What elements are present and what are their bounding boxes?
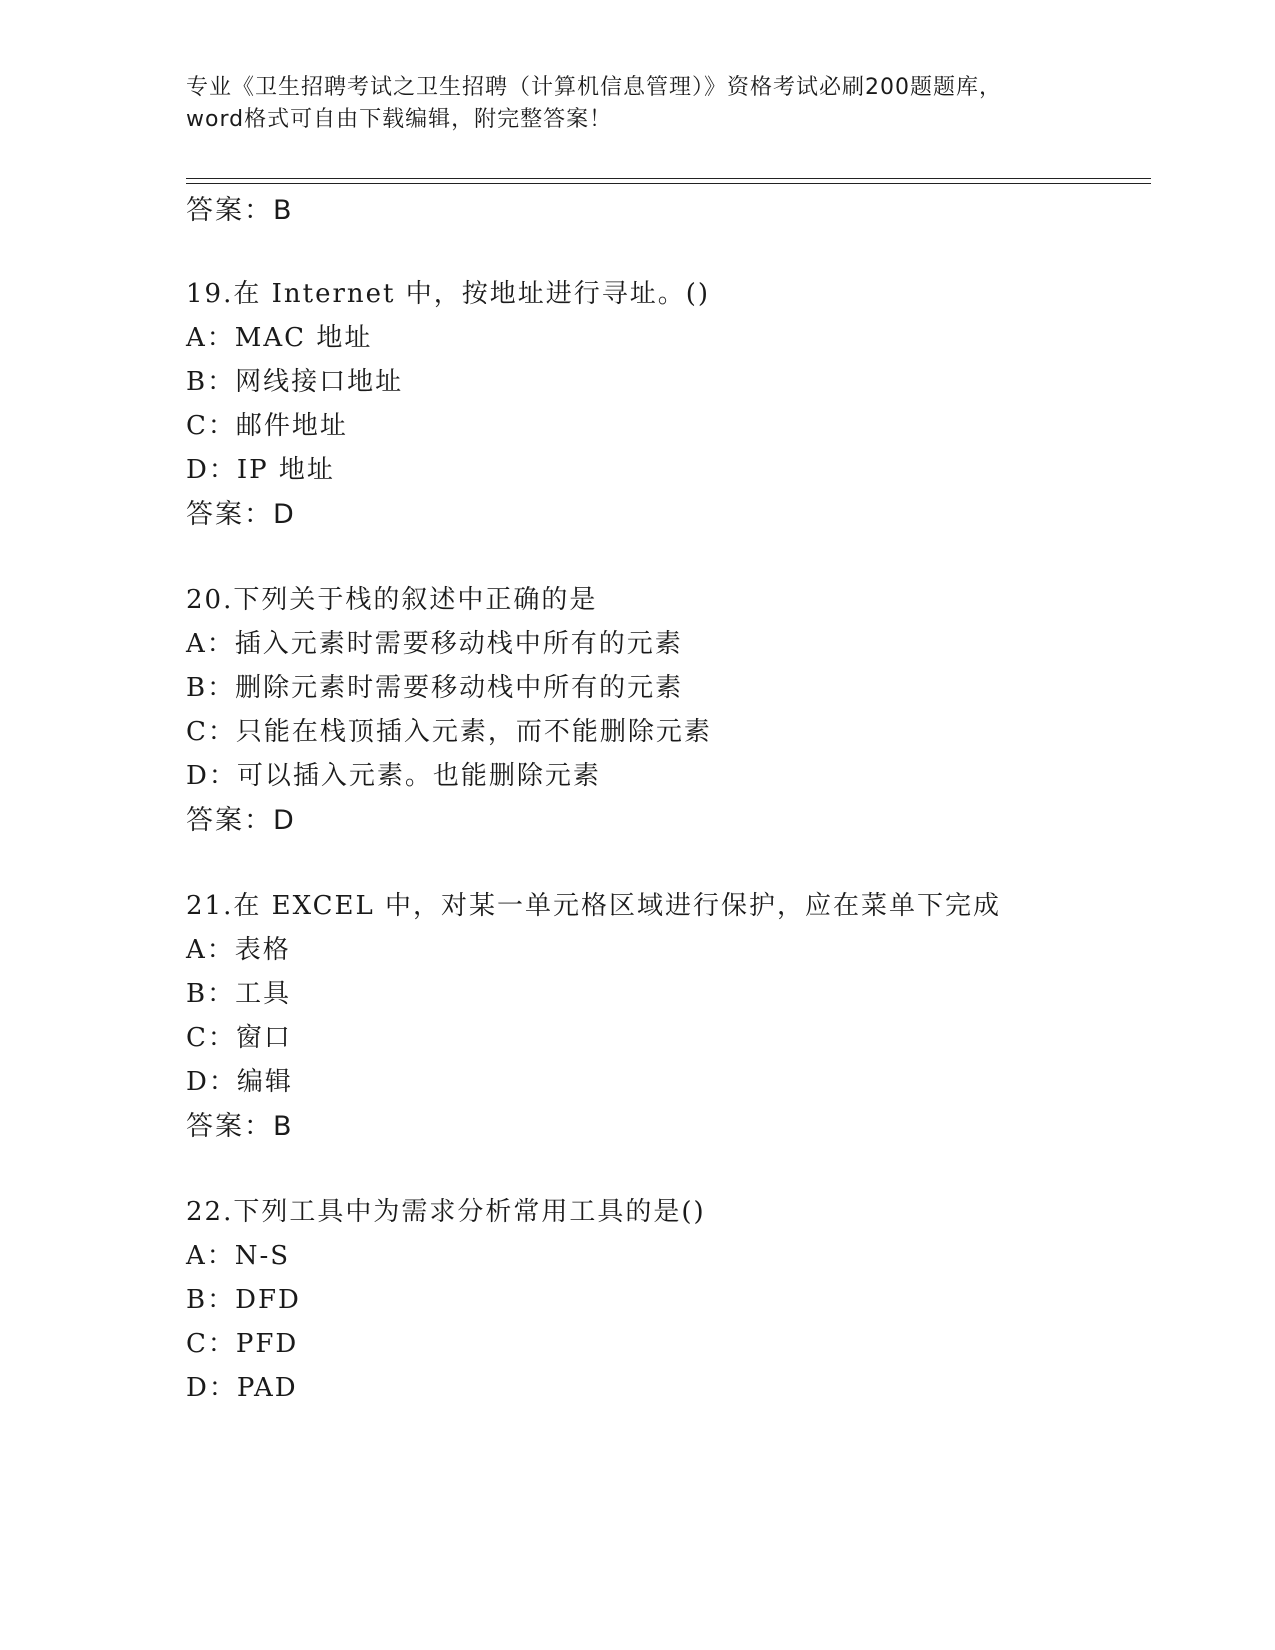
question-22-option-d: D：PAD (186, 1373, 298, 1403)
question-22-option-b: B：DFD (186, 1285, 301, 1315)
question-22-option-a: A：N-S (186, 1241, 291, 1271)
question-19-option-b: B：网线接口地址 (186, 367, 404, 397)
question-22-stem: 22.下列工具中为需求分析常用工具的是() (186, 1197, 706, 1227)
question-21-option-a: A：表格 (186, 935, 291, 965)
question-20-answer: 答案：D (186, 805, 296, 836)
header-line-1: 专业《卫生招聘考试之卫生招聘（计算机信息管理）》资格考试必刷200题题库， (186, 75, 1002, 100)
document-header (186, 72, 1086, 136)
question-19-option-c: C：邮件地址 (186, 411, 348, 441)
question-21-option-b: B：工具 (186, 979, 292, 1009)
header-rule-bottom (186, 183, 1151, 184)
answer-prev: 答案：B (186, 195, 294, 226)
question-19-option-a: A：MAC 地址 (186, 323, 373, 353)
header-rule-top (186, 178, 1151, 179)
question-21-option-c: C：窗口 (186, 1023, 292, 1053)
question-21-answer: 答案：B (186, 1111, 294, 1142)
header-line-2: word格式可自由下载编辑，附完整答案！ (186, 107, 613, 132)
question-19-stem: 19.在 Internet 中，按地址进行寻址。() (186, 279, 711, 309)
question-21-option-d: D：编辑 (186, 1067, 293, 1097)
question-22-option-c: C：PFD (186, 1329, 299, 1359)
question-20-stem: 20.下列关于栈的叙述中正确的是 (186, 585, 598, 615)
question-20-option-a: A：插入元素时需要移动栈中所有的元素 (186, 629, 683, 659)
question-19-answer: 答案：D (186, 499, 296, 530)
question-20-option-b: B：删除元素时需要移动栈中所有的元素 (186, 673, 684, 703)
question-19-option-d: D：IP 地址 (186, 455, 335, 485)
question-20-option-c: C：只能在栈顶插入元素，而不能删除元素 (186, 717, 712, 747)
question-20-option-d: D：可以插入元素。也能删除元素 (186, 761, 601, 791)
question-21-stem: 21.在 EXCEL 中，对某一单元格区域进行保护，应在菜单下完成 (186, 891, 1002, 921)
